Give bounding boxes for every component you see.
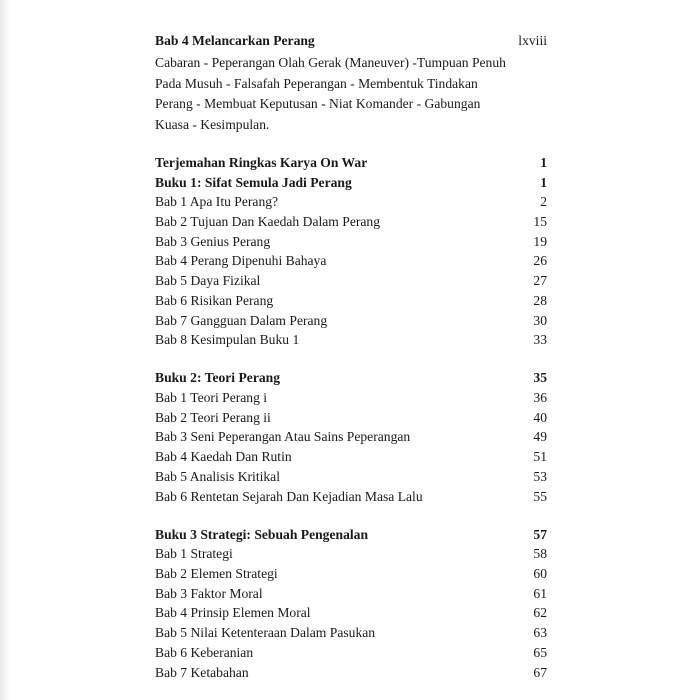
toc-entry-page: 19 [533, 233, 547, 249]
toc-section [155, 368, 547, 506]
toc-entry-label: Bab 5 Analisis Kritikal [155, 468, 280, 484]
toc-entry-label: Buku 3 Strategi: Sebuah Pengenalan [155, 526, 369, 542]
toc-entry-label: Bab 1 Teori Perang i [155, 390, 268, 406]
toc-entry-label: Bab 1 Strategi [155, 546, 233, 562]
toc-entry-label: Bab 4 Perang Dipenuhi Bahaya [155, 253, 327, 269]
toc-entry-page: 27 [533, 273, 547, 289]
toc-entry-page: 51 [533, 449, 547, 465]
toc-row [155, 330, 547, 350]
toc-entry-page: lxviii [518, 33, 547, 48]
toc-row [155, 487, 547, 507]
toc-entry-label: Bab 3 Seni Peperangan Atau Sains Peperangan [155, 429, 411, 445]
toc-entry-label: Bab 2 Elemen Strategi [155, 566, 278, 582]
toc-row [155, 603, 547, 623]
toc-entry-label: Bab 2 Teori Perang ii [155, 409, 271, 425]
toc-entry-label: Bab 3 Genius Perang [155, 233, 271, 249]
toc-entry-label: Bab 6 Rentetan Sejarah Dan Kejadian Masa Lalu [155, 488, 423, 504]
toc-entry-label: Bab 4 Prinsip Elemen Moral [155, 605, 311, 621]
toc-row [155, 251, 547, 271]
toc-row [155, 663, 547, 683]
toc-entry-label: Bab 5 Daya Fizikal [155, 273, 261, 289]
toc-entry-label: Bab 1 Apa Itu Perang? [155, 194, 279, 210]
intro-entry [155, 30, 547, 135]
toc-entry-page: 36 [533, 390, 547, 406]
toc-section [155, 153, 547, 350]
toc-row [155, 291, 547, 311]
toc-heading-row [155, 368, 547, 388]
toc-entry-page: 58 [533, 546, 547, 562]
toc-row [155, 388, 547, 408]
toc-entry-page: 35 [533, 370, 547, 386]
toc-heading-row [155, 525, 547, 545]
toc-row [155, 623, 547, 643]
toc-section [155, 525, 547, 683]
toc-entry-page: 60 [533, 566, 547, 582]
toc-entry-description: Cabaran - Peperangan Olah Gerak (Maneuver) -Tumpuan Penuh Pada Musuh - Falsafah Peperangan - Membentuk Tindakan Perang - Membuat Keputusan - Niat Komander - Gabungan Kuasa - Kesimpulan. [155, 55, 506, 132]
toc-row [155, 544, 547, 564]
toc-entry-label: Bab 2 Tujuan Dan Kaedah Dalam Perang [155, 214, 381, 230]
toc-entry-label: Bab 7 Gangguan Dalam Perang [155, 312, 328, 328]
toc-entry-page: 49 [533, 429, 547, 445]
toc-entry-label: Bab 8 Kesimpulan Buku 1 [155, 332, 300, 348]
toc-entry-page: 53 [533, 468, 547, 484]
toc-sections [155, 153, 547, 682]
toc-entry-label: Bab 3 Faktor Moral [155, 585, 263, 601]
toc-entry-label: Bab 5 Nilai Ketenteraan Dalam Pasukan [155, 625, 376, 641]
toc-row [155, 643, 547, 663]
toc-entry-page: 67 [533, 664, 547, 680]
toc-row [155, 212, 547, 232]
toc-row [155, 467, 547, 487]
toc-entry-page: 30 [533, 312, 547, 328]
table-of-contents [155, 30, 547, 700]
toc-row [155, 192, 547, 212]
toc-entry-label: Terjemahan Ringkas Karya On War [155, 155, 368, 170]
toc-entry-label: Bab 7 Ketabahan [155, 664, 249, 680]
toc-row [155, 311, 547, 331]
toc-row [155, 427, 547, 447]
toc-entry-page: 1 [540, 155, 547, 170]
toc-entry-heading [155, 30, 547, 52]
toc-row [155, 271, 547, 291]
toc-entry-label: Buku 1: Sifat Semula Jadi Perang [155, 174, 352, 190]
toc-row [155, 584, 547, 604]
toc-entry-label: Buku 2: Teori Perang [155, 370, 281, 386]
toc-entry-page: 63 [533, 625, 547, 641]
toc-heading-row [155, 173, 547, 193]
page-edge-shadow [0, 0, 10, 700]
toc-entry-page: 40 [533, 409, 547, 425]
toc-row [155, 564, 547, 584]
toc-entry-label: Bab 4 Melancarkan Perang [155, 33, 315, 48]
toc-entry-page: 57 [533, 526, 547, 542]
toc-entry-label: Bab 4 Kaedah Dan Rutin [155, 449, 292, 465]
toc-entry-page: 61 [533, 585, 547, 601]
toc-row [155, 447, 547, 467]
toc-entry-page: 28 [533, 292, 547, 308]
toc-entry-page: 55 [533, 488, 547, 504]
toc-entry-page: 62 [533, 605, 547, 621]
toc-entry-page: 1 [540, 174, 547, 190]
toc-entry-page: 26 [533, 253, 547, 269]
toc-row [155, 232, 547, 252]
toc-entry-page: 65 [533, 644, 547, 660]
toc-entry-page: 33 [533, 332, 547, 348]
toc-entry-page: 2 [540, 194, 547, 210]
toc-entry-label: Bab 6 Keberanian [155, 644, 254, 660]
toc-row [155, 408, 547, 428]
toc-heading-row [155, 153, 547, 173]
toc-entry-page: 15 [533, 214, 547, 230]
toc-entry-label: Bab 6 Risikan Perang [155, 292, 274, 308]
